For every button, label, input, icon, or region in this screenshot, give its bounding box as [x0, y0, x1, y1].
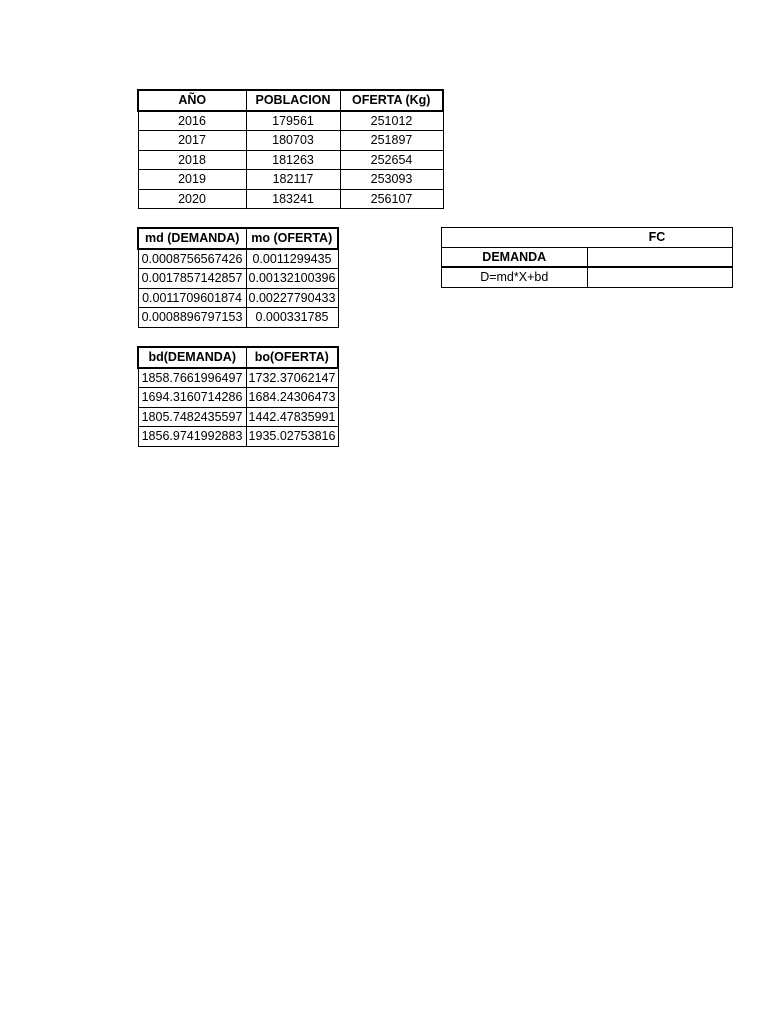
cell-mo[interactable]: 0.00132100396: [246, 269, 338, 289]
formula-title-row: [442, 228, 733, 248]
table-row: [138, 368, 338, 388]
table-row: [138, 131, 443, 151]
cell-bd[interactable]: 1856.9741992883: [138, 427, 246, 447]
cell-md[interactable]: 0.0017857142857: [138, 269, 246, 289]
cell-mo[interactable]: 0.00227790433: [246, 288, 338, 308]
cell-md[interactable]: 0.0008896797153: [138, 308, 246, 328]
table-row: [138, 269, 338, 289]
cell-year[interactable]: 2019: [138, 170, 246, 190]
header-row: [138, 228, 338, 249]
cell-bd[interactable]: 1858.7661996497: [138, 368, 246, 388]
cell-population[interactable]: 179561: [246, 111, 340, 131]
cell-population[interactable]: 182117: [246, 170, 340, 190]
formula-table: [441, 227, 733, 288]
cell-mo[interactable]: 0.000331785: [246, 308, 338, 328]
table-row: [138, 170, 443, 190]
cell-mo[interactable]: 0.0011299435: [246, 249, 338, 269]
cell-population[interactable]: 180703: [246, 131, 340, 151]
cell-supply[interactable]: 251897: [340, 131, 443, 151]
formula-title[interactable]: [442, 228, 733, 248]
cell-bo[interactable]: 1442.47835991: [246, 407, 338, 427]
table-row: [138, 427, 338, 447]
formula-row: [442, 267, 733, 287]
header-row: [138, 347, 338, 368]
header-bd-demand[interactable]: bd(DEMANDA): [138, 347, 246, 368]
cell-bd[interactable]: 1805.7482435597: [138, 407, 246, 427]
cell-md[interactable]: 0.0008756567426: [138, 249, 246, 269]
cell-supply[interactable]: 252654: [340, 150, 443, 170]
cell-demand-formula[interactable]: D=md*X+bd: [442, 267, 588, 287]
header-md-demand[interactable]: md (DEMANDA): [138, 228, 246, 249]
formula-header-row: [442, 247, 733, 267]
table-row: [138, 388, 338, 408]
table-row: [138, 288, 338, 308]
formula-table-viewport: [440, 227, 666, 291]
table-row: [138, 407, 338, 427]
table-row: [138, 308, 338, 328]
cell-supply-formula[interactable]: [587, 267, 733, 287]
cell-bd[interactable]: 1694.3160714286: [138, 388, 246, 408]
cell-bo[interactable]: 1684.24306473: [246, 388, 338, 408]
table-row: [138, 150, 443, 170]
formula-title-text: FC: [648, 230, 666, 245]
header-supply-hidden[interactable]: [587, 247, 733, 267]
table-row: [138, 111, 443, 131]
header-supply[interactable]: OFERTA (Kg): [340, 90, 443, 111]
header-population[interactable]: POBLACION: [246, 90, 340, 111]
intercepts-table: [137, 346, 339, 447]
cell-year[interactable]: 2018: [138, 150, 246, 170]
table-row: [138, 189, 443, 209]
cell-bo[interactable]: 1935.02753816: [246, 427, 338, 447]
table-row: [138, 249, 338, 269]
header-demand[interactable]: DEMANDA: [442, 247, 588, 267]
population-supply-table: [137, 89, 444, 209]
cell-bo[interactable]: 1732.37062147: [246, 368, 338, 388]
header-row: [138, 90, 443, 111]
cell-population[interactable]: 183241: [246, 189, 340, 209]
cell-year[interactable]: 2016: [138, 111, 246, 131]
header-mo-supply[interactable]: mo (OFERTA): [246, 228, 338, 249]
cell-supply[interactable]: 253093: [340, 170, 443, 190]
header-bo-supply[interactable]: bo(OFERTA): [246, 347, 338, 368]
cell-year[interactable]: 2020: [138, 189, 246, 209]
cell-supply[interactable]: 251012: [340, 111, 443, 131]
cell-year[interactable]: 2017: [138, 131, 246, 151]
cell-population[interactable]: 181263: [246, 150, 340, 170]
slopes-table: [137, 227, 339, 328]
cell-md[interactable]: 0.0011709601874: [138, 288, 246, 308]
header-year[interactable]: AÑO: [138, 90, 246, 111]
cell-supply[interactable]: 256107: [340, 189, 443, 209]
